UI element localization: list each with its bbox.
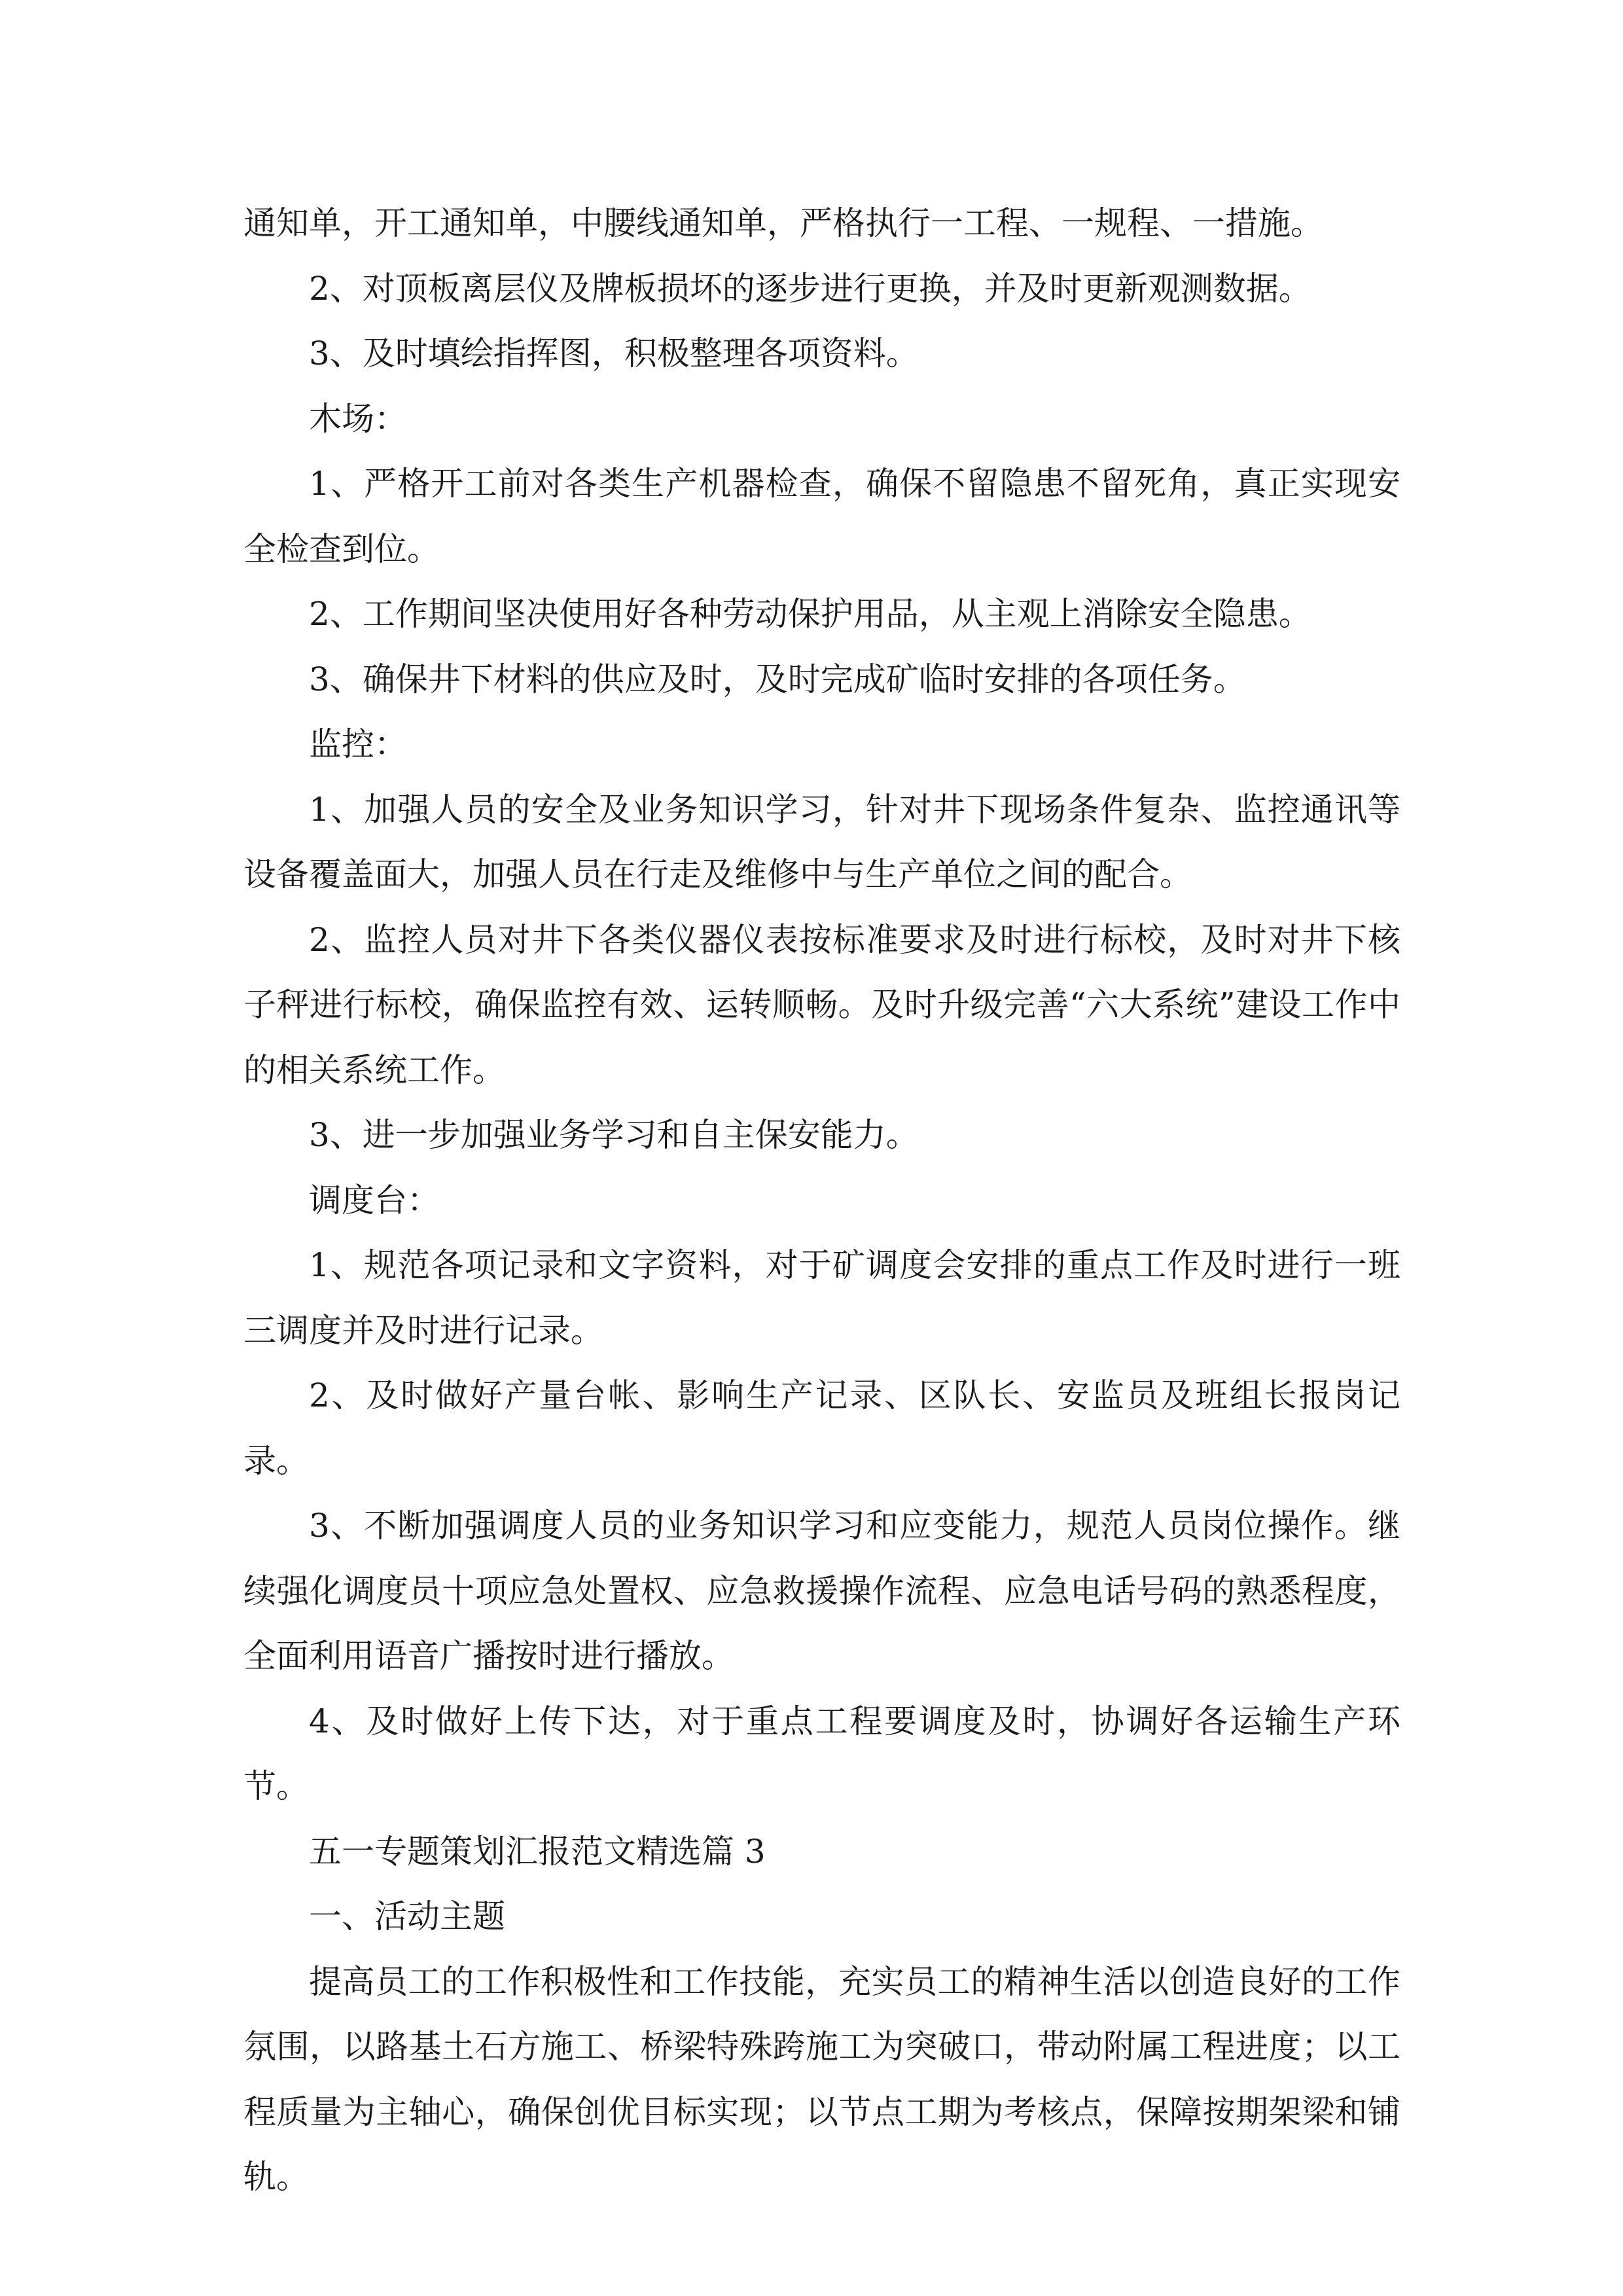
article-title: 五一专题策划汇报范文精选篇 3 [309, 1832, 766, 1871]
paragraph: 3、进一步加强业务学习和自主保安能力。 [309, 1116, 919, 1154]
section-heading-mu-chang: 木场： [309, 399, 407, 438]
paragraph: 提高员工的工作积极性和工作技能，充实员工的精神生活以创造良好的工作氛围，以路基土石方施工、桥梁特殊跨施工为突破口，带动附属工程进度；以工程质量为主轴心，确保创优目标实现；以节点工期为考核点，保障按期架梁和铺轨。 [243, 1962, 1400, 2196]
section-heading-jian-kong: 监控： [309, 725, 407, 763]
paragraph: 1、严格开工前对各类生产机器检查，确保不留隐患不留死角，真正实现安全检查到位。 [243, 465, 1400, 568]
section-heading-diao-du-tai: 调度台： [309, 1181, 440, 1219]
document-body [243, 191, 1400, 2210]
paragraph: 3、及时填绘指挥图，积极整理各项资料。 [309, 334, 919, 372]
paragraph: 2、工作期间坚决使用好各种劳动保护用品，从主观上消除安全隐患。 [309, 595, 1311, 633]
paragraph: 3、确保井下材料的供应及时，及时完成矿临时安排的各项任务。 [309, 660, 1246, 698]
paragraph: 4、及时做好上传下达，对于重点工程要调度及时，协调好各运输生产环节。 [243, 1702, 1400, 1805]
paragraph: 1、加强人员的安全及业务知识学习，针对井下现场条件复杂、监控通讯等设备覆盖面大，加强人员在行走及维修中与生产单位之间的配合。 [243, 790, 1400, 893]
section-heading-activity-theme: 一、活动主题 [309, 1897, 505, 1935]
paragraph: 2、及时做好产量台帐、影响生产记录、区队长、安监员及班组长报岗记录。 [243, 1376, 1400, 1480]
paragraph: 1、规范各项记录和文字资料，对于矿调度会安排的重点工作及时进行一班三调度并及时进行记录。 [243, 1246, 1400, 1350]
paragraph: 3、不断加强调度人员的业务知识学习和应变能力，规范人员岗位操作。继续强化调度员十项应急处置权、应急救援操作流程、应急电话号码的熟悉程度，全面利用语音广播按时进行播放。 [243, 1507, 1400, 1675]
paragraph: 2、对顶板离层仪及牌板损坏的逐步进行更换，并及时更新观测数据。 [309, 269, 1311, 308]
paragraph: 2、监控人员对井下各类仪器仪表按标准要求及时进行标校，及时对井下核子秤进行标校，确保监控有效、运转顺畅。及时升级完善“六大系统”建设工作中的相关系统工作。 [243, 920, 1400, 1089]
paragraph: 通知单，开工通知单，中腰线通知单，严格执行一工程、一规程、一措施。 [243, 204, 1323, 242]
